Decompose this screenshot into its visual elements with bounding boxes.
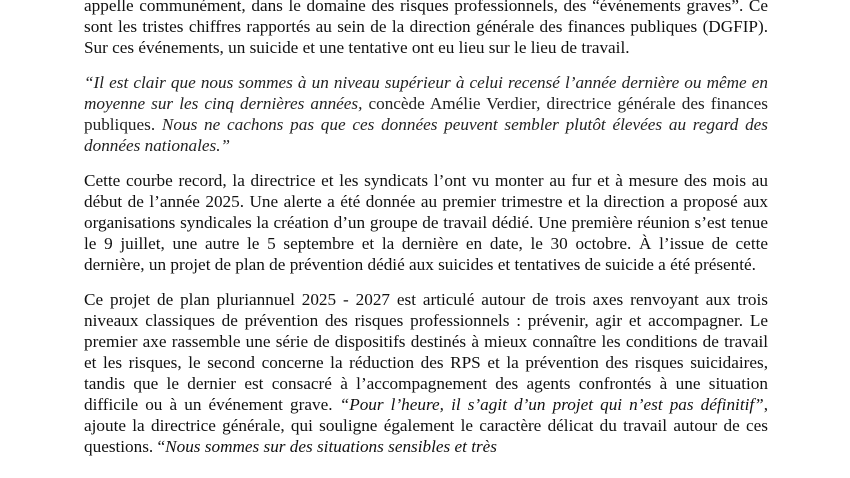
quote-level: “Il est clair que nous sommes à un niveau supérieur à celui recensé l’année dernière ou même en moyenne sur les cinq dernières années, bbox=[84, 73, 768, 113]
quote-sensitive-situations: Nous sommes sur des situations sensibles et très bbox=[165, 437, 497, 456]
quote-national-data: Nous ne cachons pas que ces données peuvent sembler plutôt élevées au regard des données nationales.” bbox=[84, 115, 769, 155]
plan-description: Ce projet de plan pluriannuel 2025 - 2027 est articulé autour de trois axes renvoyant aux trois niveaux classiques de prévention des risques professionnels : prévenir, agir et accompagner. Le premier axe rassemble une série de dispositifs destinés à mieux connaître les conditions de travail et les risques, le second concerne la réduction des RPS et la prévention des risques suicidaires, tandis que le dernier est consacré à l’accompagnement des agents confrontés à une situation difficile ou à un événement grave. bbox=[84, 290, 768, 414]
quote-not-final: “Pour l’heure, il s’agit d’un projet qui n’est pas définitif” bbox=[339, 395, 764, 414]
plan-context: , ajoute la directrice générale, qui souligne également le caractère délicat du travail autour de ces questions. “ bbox=[84, 395, 769, 456]
paragraph-events: appelle communément, dans le domaine des risques professionnels, des “événements graves”. Ce sont les tristes chiffres rapportés au sein de la direction générale des finances publiques (DGFIP). Sur ces événements, un suicide et une tentative ont eu lieu sur le lieu de travail. bbox=[84, 0, 768, 57]
quote-attribution: concède Amélie Verdier, directrice générale des finances publiques. bbox=[84, 94, 768, 134]
paragraph-prevention-plan bbox=[84, 289, 768, 457]
article-body bbox=[84, 0, 768, 471]
paragraph-timeline: Cette courbe record, la directrice et les syndicats l’ont vu monter au fur et à mesure des mois au début de l’année 2025. Une alerte a été donnée au premier trimestre et la direction a proposé aux organisations syndicales la création d’un groupe de travail dédié. Une première réunion s’est tenue le 9 juillet, une autre le 5 septembre et la dernière en date, le 30 octobre. À l’issue de cette dernière, un projet de plan de prévention dédié aux suicides et tentatives de suicide a été présenté. bbox=[84, 171, 768, 274]
paragraph-director-quote bbox=[84, 72, 768, 156]
